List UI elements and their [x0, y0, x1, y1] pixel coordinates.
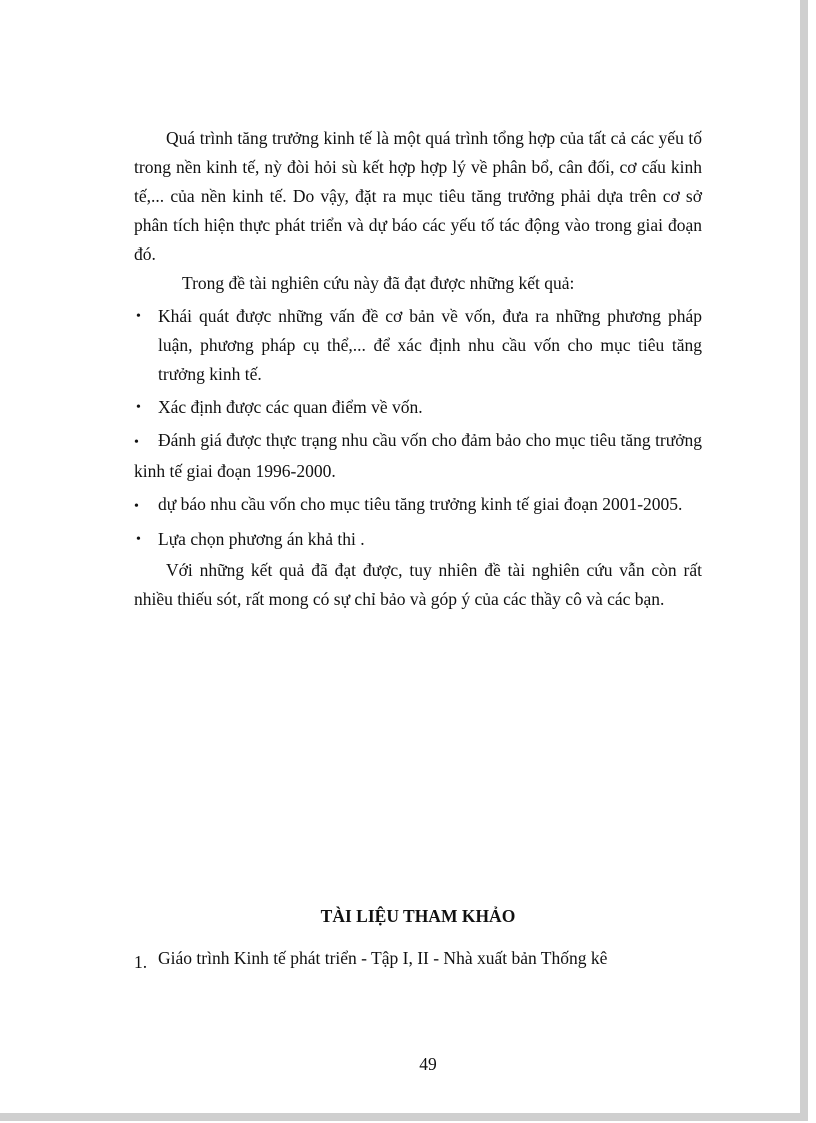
document-body [134, 124, 702, 614]
list-item [134, 426, 702, 486]
list-item-text: Đánh giá được thực trạng nhu cầu vốn cho đảm bảo cho mục tiêu tăng trưởng kinh tế giai đoạn 1996-2000. [134, 430, 702, 481]
intro-paragraph: Quá trình tăng trưởng kinh tế là một quá trình tổng hợp của tất cả các yếu tố trong nền kinh tế, nỳ đòi hỏi sù kết hợp hợp lý về phân bổ, cân đối, cơ cấu kinh tế,... của nền kinh tế. Do vậy, đặt ra mục tiêu tăng trưởng phải dựa trên cơ sở phân tích hiện thực phát triển và dự báo các yếu tố tác động vào trong giai đoạn đó. [134, 128, 702, 264]
bullet-icon: • [136, 309, 141, 324]
list-item-text: dự báo nhu cầu vốn cho mục tiêu tăng trưởng kinh tế giai đoạn 2001-2005. [158, 494, 683, 514]
list-item-text: Khái quát được những vấn đề cơ bản về vốn, đưa ra những phương pháp luận, phương pháp cụ thể,... để xác định nhu cầu vốn cho mục tiêu tăng trưởng kinh tế. [158, 306, 702, 384]
bullet-icon: • [136, 532, 141, 547]
list-item [134, 302, 702, 389]
page-number: 49 [419, 1054, 437, 1074]
list-item-text: Lựa chọn phương án khả thi . [158, 529, 365, 549]
list-item [134, 490, 702, 521]
reference-number: 1. [134, 952, 148, 972]
list-item [134, 393, 702, 422]
bullet-icon: • [136, 400, 141, 415]
list-item-text: Xác định được các quan điểm về vốn. [158, 397, 423, 417]
bullet-icon: • [134, 435, 139, 450]
list-item [134, 525, 702, 554]
results-list [134, 302, 702, 554]
closing-paragraph: Với những kết quả đã đạt được, tuy nhiên đề tài nghiên cứu vẫn còn rất nhiều thiếu sót, rất mong có sự chỉ bảo và góp ý của các thầy cô và các bạn. [134, 560, 702, 609]
reference-text: Giáo trình Kinh tế phát triển - Tập I, II - Nhà xuất bản Thống kê [158, 948, 608, 968]
references-title: TÀI LIỆU THAM KHẢO [320, 906, 516, 926]
results-intro: Trong đề tài nghiên cứu này đã đạt được những kết quả: [182, 273, 575, 293]
bullet-icon: • [134, 499, 139, 514]
reference-item [134, 944, 702, 977]
